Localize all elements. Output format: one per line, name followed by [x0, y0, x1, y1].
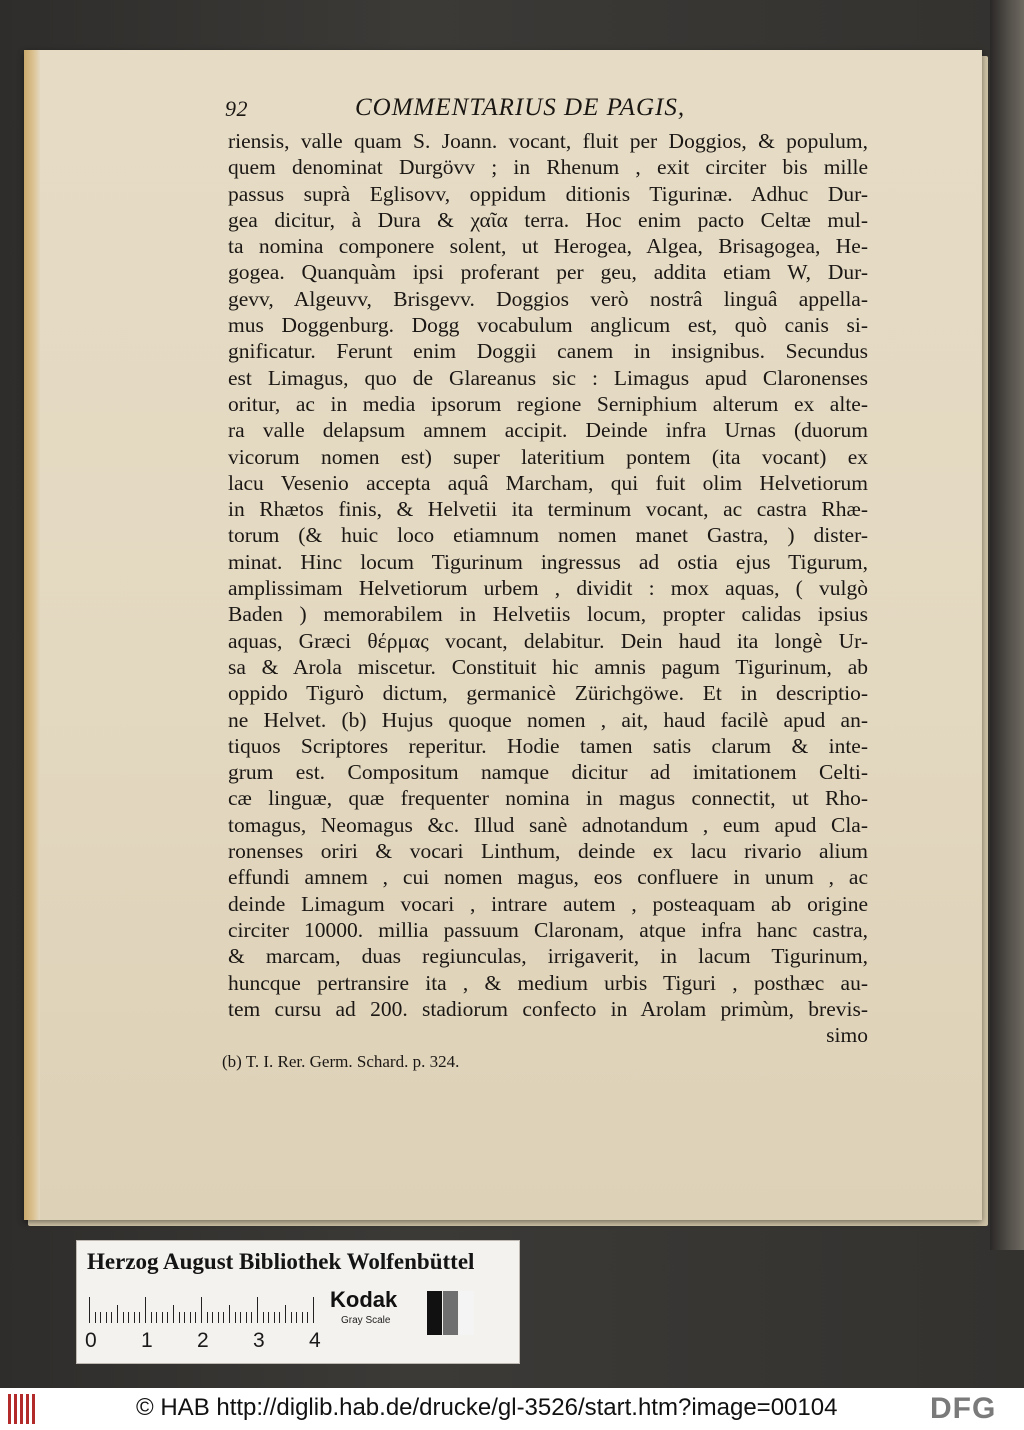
- ruler-tick: [207, 1312, 208, 1323]
- ruler-tick: [167, 1312, 168, 1323]
- text-line: passus suprà Eglisovv, oppidum ditionis Tigurinæ. Adhuc Dur-: [228, 181, 868, 206]
- text-line: quem denominat Durgövv ; in Rhenum , exit circiter bis mille: [228, 155, 868, 180]
- text-line: deinde Limagum vocari , intrare autem , posteaquam ab origine: [228, 891, 868, 916]
- text-line: amplissimam Helvetiorum urbem , dividit : mox aquas, ( vulgò: [228, 576, 868, 601]
- ruler-tick: [296, 1312, 297, 1323]
- ruler-tick: [190, 1312, 191, 1323]
- ruler-tick: [156, 1312, 157, 1323]
- text-line: ne Helvet. (b) Hujus quoque nomen , ait, haud facilè apud an-: [228, 707, 868, 732]
- text-line: est Limagus, quo de Glareanus sic : Limagus apud Claronenses: [228, 365, 868, 390]
- ruler-tick: [184, 1312, 185, 1323]
- color-target: [76, 1240, 520, 1364]
- text-line: tiquos Scriptores reperitur. Hodie tamen satis clarum & inte-: [228, 733, 868, 758]
- library-label: Herzog August Bibliothek Wolfenbüttel: [87, 1249, 475, 1274]
- page-edge: [24, 50, 40, 1220]
- gray-patch-black: [427, 1291, 442, 1335]
- ruler-number: 0: [85, 1329, 97, 1352]
- ruler-tick: [89, 1297, 90, 1323]
- text-line: riensis, valle quam S. Joann. vocant, fluit per Doggios, & populum,: [228, 129, 868, 153]
- text-line: in Rhætos finis, & Helvetii ita terminum vocant, ac castra Rhæ-: [228, 497, 868, 522]
- ruler-tick: [263, 1312, 264, 1323]
- ruler-tick: [274, 1312, 275, 1323]
- kodak-logo: Kodak: [330, 1287, 398, 1312]
- ruler: [89, 1295, 319, 1323]
- ruler-tick: [162, 1312, 163, 1323]
- ruler-tick: [179, 1312, 180, 1323]
- text-line: Baden ) memorabilem in Helvetiis locum, propter calidas ipsius: [228, 602, 868, 627]
- text-line: gea dicitur, à Dura & χαῖα terra. Hoc enim pacto Celtæ mul-: [228, 207, 868, 232]
- text-line: circiter 10000. millia passuum Claronam, atque infra hanc castra,: [228, 917, 868, 942]
- text-line: aquas, Græci θέρμας vocant, delabitur. Dein haud ita longè Ur-: [228, 628, 868, 653]
- ruler-number: 1: [141, 1329, 153, 1352]
- footer-bar: [0, 1388, 1024, 1430]
- ruler-number: 2: [197, 1329, 209, 1352]
- text-line: tomagus, Neomagus &c. Illud sanè adnotandum , eum apud Cla-: [228, 812, 868, 837]
- ruler-tick: [173, 1305, 174, 1323]
- ruler-numbers: [85, 1329, 335, 1357]
- text-line: tem cursu ad 200. stadiorum confecto in Arolam primùm, brevis-: [228, 996, 868, 1021]
- credit-link[interactable]: © HAB http://diglib.hab.de/drucke/gl-3526/start.htm?image=00104: [136, 1394, 838, 1421]
- backing-board: [990, 0, 1024, 1250]
- text-line: ta nomina componere solent, ut Herogea, Algea, Brisagogea, He-: [228, 234, 868, 259]
- ruler-tick: [100, 1312, 101, 1323]
- text-line: gnificatur. Ferunt enim Doggii canem in insignibus. Secundus: [228, 339, 868, 364]
- ruler-tick: [257, 1297, 258, 1323]
- gray-scale-label: Gray Scale: [341, 1315, 391, 1326]
- ruler-tick: [139, 1312, 140, 1323]
- footnote: (b) T. I. Rer. Germ. Schard. p. 324.: [222, 1052, 460, 1071]
- ruler-tick: [212, 1312, 213, 1323]
- text-line: cæ linguæ, quæ frequenter nomina in magus connectit, ut Rho-: [228, 786, 868, 811]
- ruler-tick: [251, 1312, 252, 1323]
- ruler-number: 4: [309, 1329, 321, 1352]
- ruler-tick: [95, 1312, 96, 1323]
- catchword: simo: [826, 1023, 868, 1048]
- ruler-tick: [145, 1297, 146, 1323]
- ruler-tick: [307, 1312, 308, 1323]
- text-line: oppido Tigurò dictum, germanicè Zürichgöwe. Et in descriptio-: [228, 681, 868, 706]
- ruler-tick: [285, 1305, 286, 1323]
- ruler-tick: [201, 1297, 202, 1323]
- text-line: oritur, ac in media ipsorum regione Serniphium alterum ex alte-: [228, 391, 868, 416]
- text-line: mus Doggenburg. Dogg vocabulum anglicum est, quò canis si-: [228, 313, 868, 338]
- text-line: lacu Vesenio accepta aquâ Marcham, qui fuit olim Helvetiorum: [228, 470, 868, 495]
- text-line: minat. Hinc locum Tigurinum ingressus ad ostia ejus Tigurum,: [228, 549, 868, 574]
- ruler-number: 3: [253, 1329, 265, 1352]
- text-line: & marcam, duas regiunculas, irrigaverit, in lacum Tigurinum,: [228, 944, 868, 969]
- page-header: [225, 92, 745, 132]
- text-line: ra valle delapsum amnem accipit. Deinde infra Urnas (duorum: [228, 418, 868, 443]
- text-line: gevv, Algeuvv, Brisgevv. Doggios verò nostrâ linguâ appella-: [228, 286, 868, 311]
- running-head: COMMENTARIUS DE PAGIS,: [355, 94, 686, 121]
- ruler-tick: [195, 1312, 196, 1323]
- text-line: ronenses oriri & vocari Linthum, deinde ex lacu rivario alium: [228, 839, 868, 864]
- ruler-tick: [246, 1312, 247, 1323]
- ruler-tick: [134, 1312, 135, 1323]
- dfg-logo[interactable]: DFG: [930, 1392, 997, 1425]
- ruler-tick: [106, 1312, 107, 1323]
- ruler-tick: [223, 1312, 224, 1323]
- body-text: [228, 128, 868, 1048]
- text-line: huncque pertransire ita , & medium urbis Tiguri , posthæc au-: [228, 970, 868, 995]
- ruler-tick: [302, 1312, 303, 1323]
- ruler-tick: [128, 1312, 129, 1323]
- ruler-tick: [151, 1312, 152, 1323]
- text-line: effundi amnem , cui nomen magus, eos confluere in unum , ac: [228, 865, 868, 890]
- ruler-tick: [111, 1312, 112, 1323]
- ruler-tick: [117, 1305, 118, 1323]
- text-line: vicorum nomen est) super lateritium pontem (ita vocant) ex: [228, 444, 868, 469]
- gray-patch-white: [459, 1291, 474, 1335]
- ruler-tick: [313, 1297, 314, 1323]
- gray-patch-mid: [443, 1291, 458, 1335]
- text-line: gogea. Quanquàm ipsi proferant per geu, addita etiam W, Dur-: [228, 260, 868, 285]
- ruler-tick: [291, 1312, 292, 1323]
- hab-logo-icon[interactable]: [6, 1394, 40, 1424]
- ruler-tick: [218, 1312, 219, 1323]
- ruler-tick: [268, 1312, 269, 1323]
- ruler-tick: [123, 1312, 124, 1323]
- text-line: sa & Arola miscetur. Constituit hic amnis pagum Tigurinum, ab: [228, 654, 868, 679]
- text-line: torum (& huic loco etiamnum nomen manet Gastra, ) dister-: [228, 523, 868, 548]
- ruler-tick: [229, 1305, 230, 1323]
- ruler-tick: [240, 1312, 241, 1323]
- text-line: grum est. Compositum namque dicitur ad imitationem Celti-: [228, 760, 868, 785]
- ruler-tick: [279, 1312, 280, 1323]
- ruler-tick: [235, 1312, 236, 1323]
- bleed-through-text: [854, 1118, 974, 1148]
- page-number: 92: [225, 96, 248, 121]
